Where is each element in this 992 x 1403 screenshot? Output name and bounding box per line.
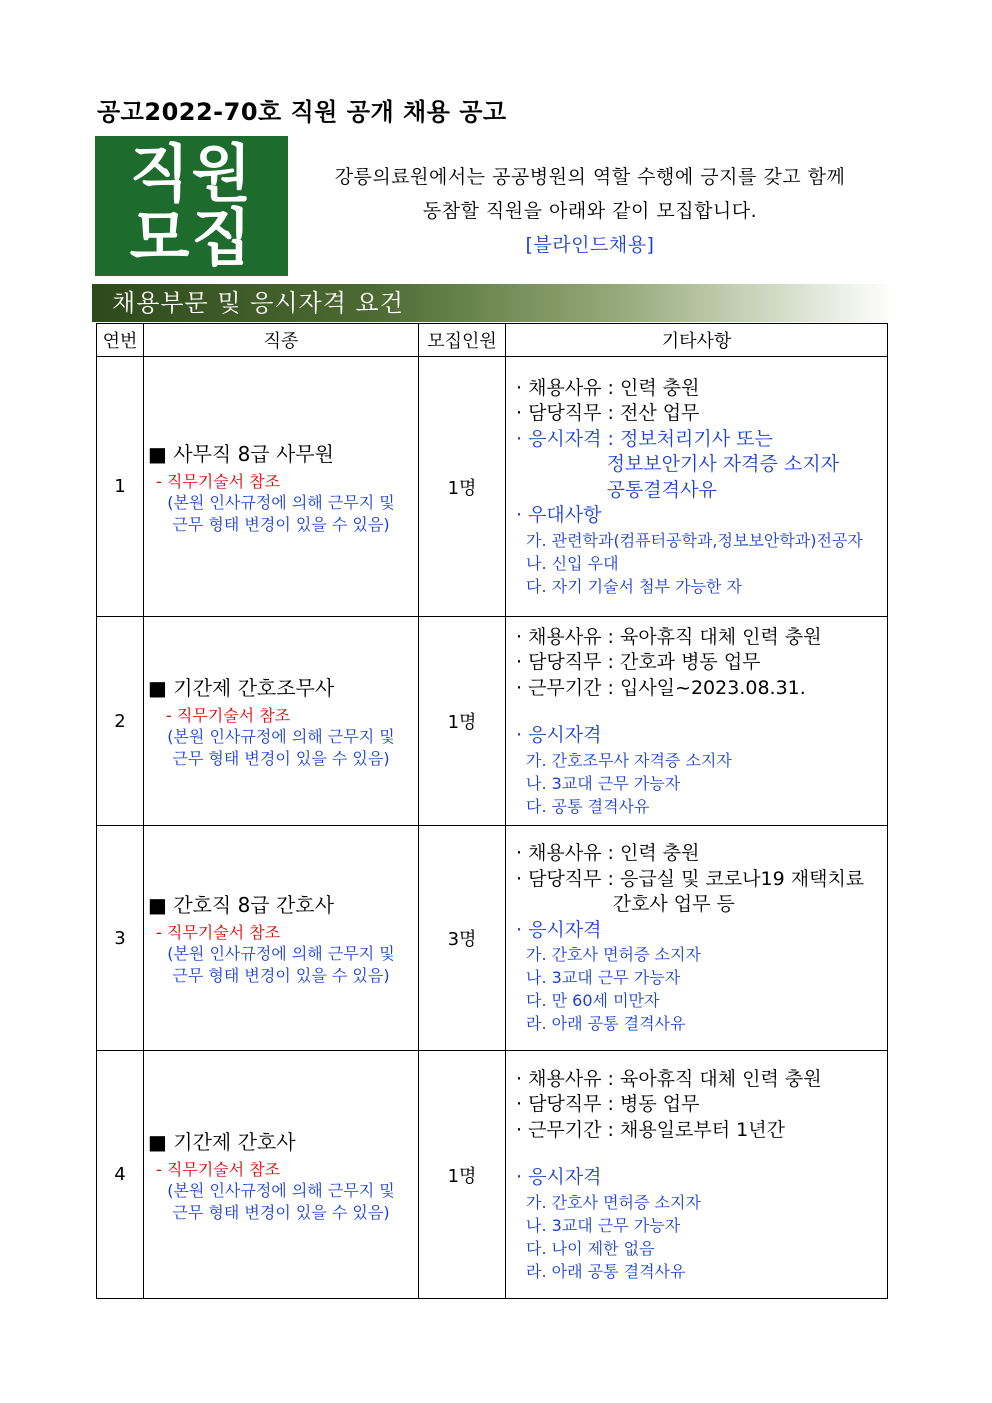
header-count: 모집인원: [419, 324, 506, 357]
detail-line: · 응시자격: [516, 918, 602, 941]
detail-line: · 응시자격: [516, 724, 602, 746]
detail-line: 나. 신입 우대: [526, 553, 619, 573]
header-no: 연번: [97, 324, 144, 357]
detail-line: · 담당직무 : 응급실 및 코로나19 재택치료: [516, 867, 865, 890]
job-ref: - 직무기술서 참조: [166, 706, 291, 725]
job-ref: - 직무기술서 참조: [156, 923, 281, 942]
detail-line: · 응시자격 : 정보처리기사 또는: [516, 427, 773, 450]
detail-line: 다. 자기 기술서 첨부 가능한 자: [526, 576, 742, 596]
row-count: 1명: [419, 357, 506, 617]
job-note-2: 근무 형태 변경이 있을 수 있음): [172, 749, 390, 768]
detail-line: · 담당직무 : 병동 업무: [516, 1093, 700, 1115]
detail-spacer: [516, 1143, 883, 1165]
row-no: 1: [97, 357, 144, 617]
detail-line: 간호사 업무 등: [516, 893, 735, 915]
detail-line: · 채용사유 : 인력 충원: [516, 376, 700, 399]
intro-line2: 동참할 직원을 아래와 같이 모집합니다.: [422, 200, 758, 222]
job-title: ■ 간호직 8급 간호사: [148, 893, 334, 917]
detail-line: 다. 나이 제한 없음: [526, 1238, 655, 1258]
job-title: ■ 기간제 간호조무사: [148, 676, 335, 700]
detail-line: · 우대사항: [516, 504, 602, 526]
job-note-1: (본원 인사규정에 의해 근무지 및: [167, 727, 395, 746]
detail-line: 가. 간호조무사 자격증 소지자: [526, 750, 732, 770]
job-note-2: 근무 형태 변경이 있을 수 있음): [172, 514, 390, 534]
detail-line: 가. 간호사 면허증 소지자: [526, 1192, 701, 1212]
detail-line: 나. 3교대 근무 가능자: [526, 968, 681, 987]
job-ref: - 직무기술서 참조: [156, 1159, 281, 1179]
row-no: 3: [97, 826, 144, 1051]
job-note-1: (본원 인사규정에 의해 근무지 및: [167, 944, 395, 963]
detail-spacer: [516, 701, 883, 723]
job-ref: - 직무기술서 참조: [156, 471, 281, 491]
row-details: [506, 1051, 888, 1299]
row-job: [144, 1051, 419, 1299]
detail-line: 나. 3교대 근무 가능자: [526, 1215, 681, 1235]
row-count: 3명: [419, 826, 506, 1051]
intro-text: [300, 160, 880, 262]
row-no: 4: [97, 1051, 144, 1299]
job-note-1: (본원 인사규정에 의해 근무지 및: [167, 1180, 395, 1200]
row-job: [144, 357, 419, 617]
table-row: [97, 617, 888, 826]
job-title: ■ 사무직 8급 사무원: [148, 441, 334, 466]
detail-line: 가. 관련학과(컴퓨터공학과,정보보안학과)전공자: [526, 530, 863, 550]
row-details: [506, 357, 888, 617]
job-note-2: 근무 형태 변경이 있을 수 있음): [172, 1202, 390, 1222]
blind-recruit-label: [블라인드채용]: [525, 234, 655, 256]
row-count: 1명: [419, 617, 506, 826]
intro-line1: 강릉의료원에서는 공공병원의 역할 수행에 긍지를 갖고 함께: [334, 166, 846, 188]
table-row: [97, 826, 888, 1051]
detail-line: 공통결격사유: [516, 478, 717, 501]
detail-line: · 근무기간 : 입사일~2023.08.31.: [516, 676, 806, 699]
table-row: [97, 357, 888, 617]
job-note-2: 근무 형태 변경이 있을 수 있음): [172, 966, 390, 985]
job-note-1: (본원 인사규정에 의해 근무지 및: [167, 492, 395, 512]
row-details: [506, 617, 888, 826]
detail-line: · 채용사유 : 육아휴직 대체 인력 충원: [516, 1067, 822, 1090]
detail-line: 정보보안기사 자격증 소지자: [516, 453, 839, 475]
page-title: 공고2022-70호 직원 공개 채용 공고: [97, 98, 507, 126]
detail-line: · 담당직무 : 전산 업무: [516, 402, 700, 424]
job-title: ■ 기간제 간호사: [148, 1129, 296, 1154]
table-header-row: [97, 324, 888, 357]
header-etc: 기타사항: [506, 324, 888, 357]
logo-line2: 모집: [129, 201, 254, 274]
recruit-logo: [95, 136, 288, 276]
detail-line: · 채용사유 : 육아휴직 대체 인력 충원: [516, 625, 822, 648]
row-no: 2: [97, 617, 144, 826]
section-title: 채용부문 및 응시자격 요건: [92, 284, 892, 322]
detail-line: · 채용사유 : 인력 충원: [516, 842, 700, 864]
detail-line: · 근무기간 : 채용일로부터 1년간: [516, 1118, 785, 1141]
row-details: [506, 826, 888, 1051]
detail-line: 라. 아래 공통 결격사유: [526, 1014, 686, 1033]
row-job: [144, 617, 419, 826]
detail-line: 가. 간호사 면허증 소지자: [526, 945, 701, 964]
recruit-table: [96, 323, 888, 1299]
detail-line: 다. 공통 결격사유: [526, 796, 650, 816]
detail-line: 라. 아래 공통 결격사유: [526, 1261, 686, 1281]
detail-line: · 담당직무 : 간호과 병동 업무: [516, 651, 761, 673]
header-job: 직종: [144, 324, 419, 357]
detail-line: 다. 만 60세 미만자: [526, 991, 660, 1010]
table-row: [97, 1051, 888, 1299]
detail-line: 나. 3교대 근무 가능자: [526, 773, 681, 793]
row-count: 1명: [419, 1051, 506, 1299]
row-job: [144, 826, 419, 1051]
logo-line1: 직원: [129, 137, 254, 210]
detail-line: · 응시자격: [516, 1166, 602, 1188]
